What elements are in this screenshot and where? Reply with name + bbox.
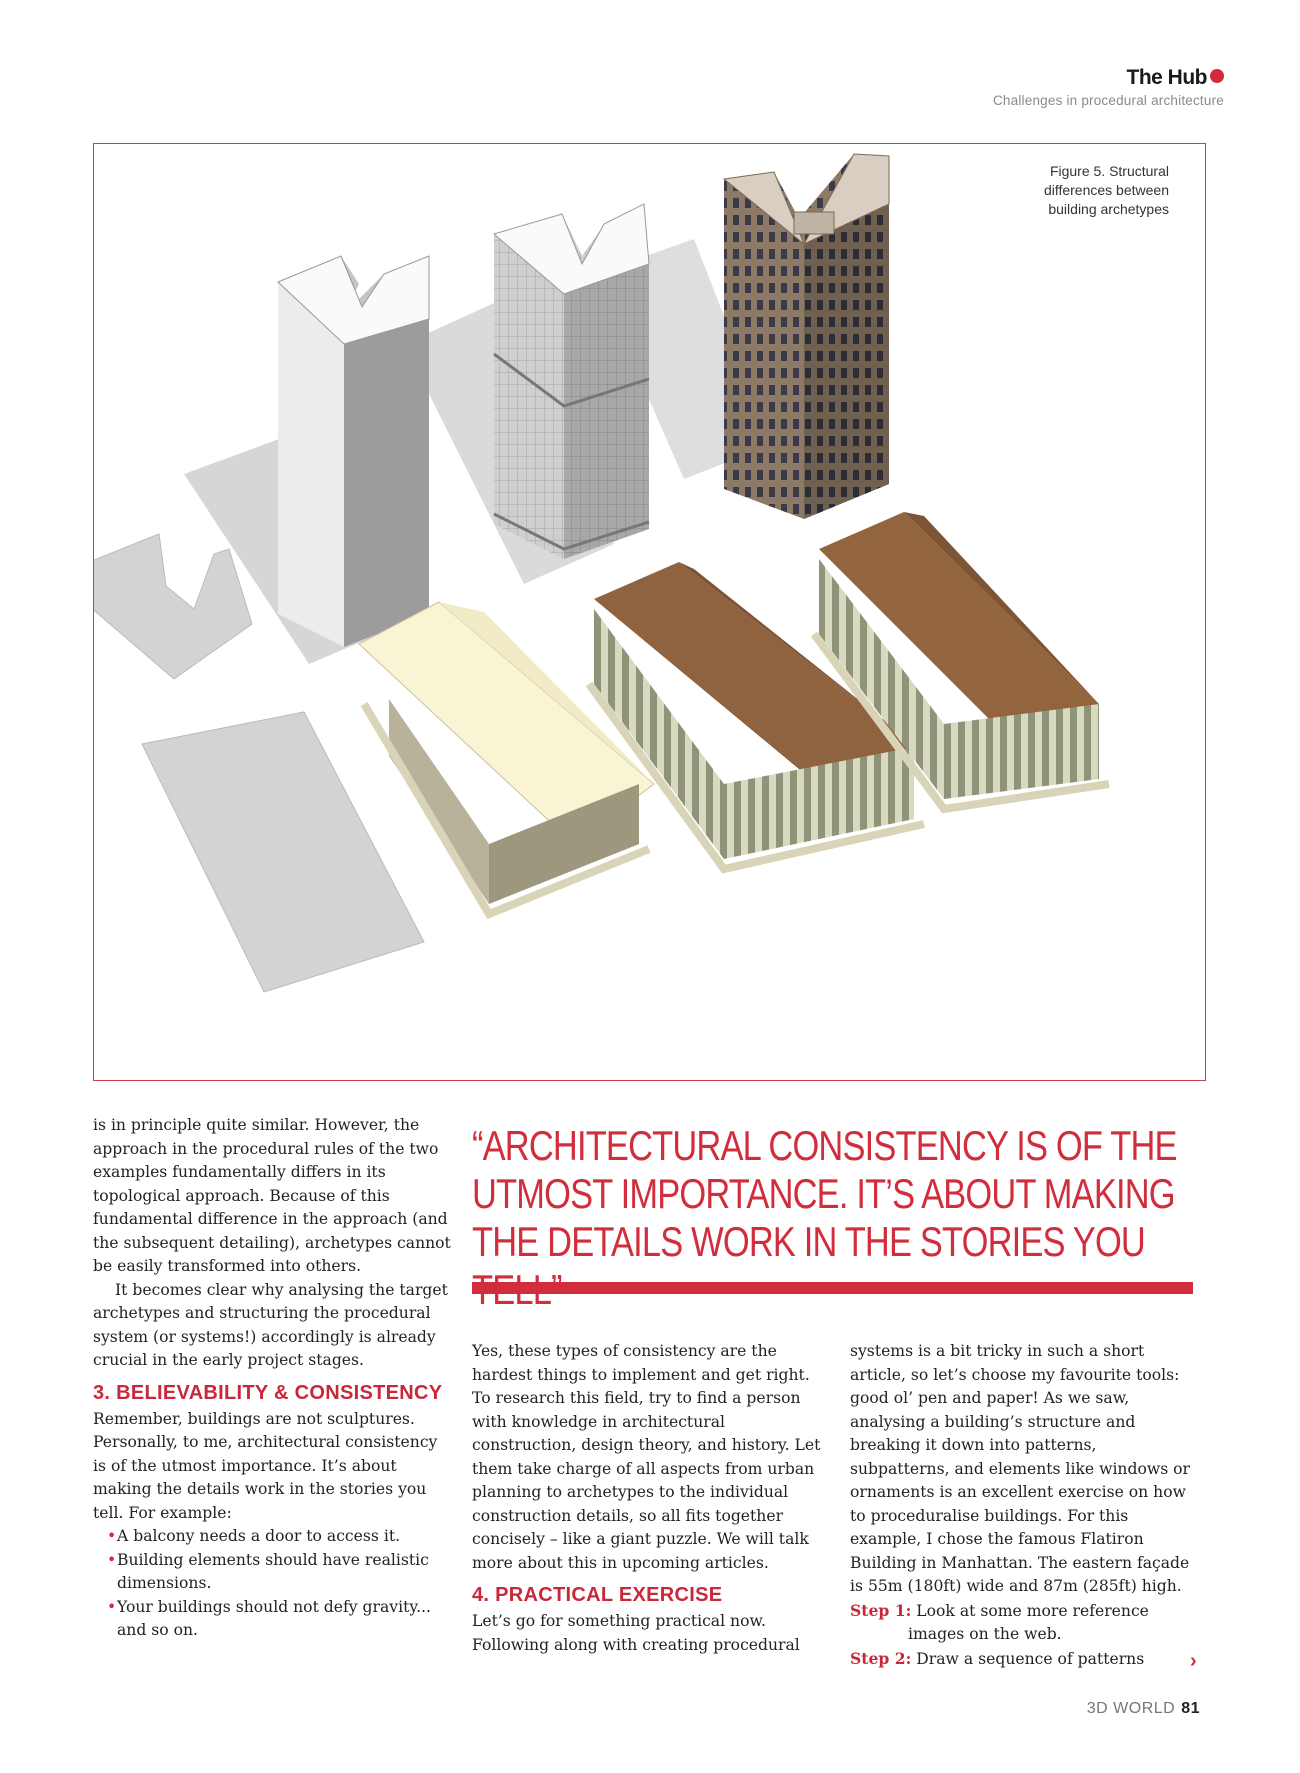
pull-quote: “ARCHITECTURAL CONSISTENCY IS OF THE UTMOST IMPORTANCE. IT’S ABOUT MAKING THE DETAILS WORK IN THE STORIES YOU: [472, 1122, 1177, 1265]
magazine-name: 3D WORLD: [1086, 1700, 1176, 1717]
heading-practical-exercise: 4. PRACTICAL EXERCISE: [472, 1584, 723, 1606]
column-1: [93, 1114, 453, 1643]
col2-paragraph-1: Yes, these types of consistency are the hardest things to implement and get right. To research this field, try to find a person with knowledge in architectural construction, design theory, and history. Let them take charge of all aspects from urban planning to archetypes to the individual construction details, so all fits together concisely – like a giant puzzle. We will talk more about this in upcoming articles.: [472, 1342, 821, 1572]
col1-paragraph-2: It becomes clear why analysing the target archetypes and structuring the procedural system (or systems!) accordingly is already crucial in the early project stages.: [93, 1280, 448, 1369]
continue-arrow-icon: ›: [1190, 1650, 1197, 1672]
list-item: • Your buildings should not defy gravity... and so on.: [117, 1596, 453, 1643]
col1-paragraph-3: Remember, buildings are not sculptures. Personally, to me, architectural consistency is of the utmost importance. It’s about making the details work in the stories you tell. For example:: [93, 1409, 438, 1522]
col2-paragraph-2: Let’s go for something practical now. Following along with creating procedural: [472, 1612, 800, 1654]
column-3: [850, 1340, 1200, 1671]
step-1: [850, 1599, 1200, 1647]
step-2-text: Draw a sequence of patterns: [916, 1649, 1145, 1668]
figure-building-archetypes: [93, 143, 1206, 1081]
heading-believability: 3. BELIEVABILITY & CONSISTENCY: [93, 1381, 443, 1404]
section-subtitle: Challenges in procedural architecture: [992, 93, 1224, 108]
pull-quote-rule: [472, 1282, 1193, 1294]
col3-paragraph-1: systems is a bit tricky in such a short article, so let’s choose my favourite tools: good ol’ pen and paper! As we saw, analysing a building’s structure and breaking it down into patterns, subpatterns, and elements like windows or ornaments is an excellent exercise on how to proceduralise buildings. For this example, I chose the famous Flatiron Building in Manhattan. The eastern façade is 55m (180ft) wide and 87m (285ft) high.: [850, 1342, 1190, 1595]
example-list: [93, 1525, 453, 1643]
step-1-text: Look at some more reference images on the web.: [908, 1601, 1149, 1643]
step-2: [850, 1647, 1200, 1672]
section-title: The Hub: [1127, 66, 1225, 90]
section-dot-icon: [1210, 69, 1224, 83]
figure-illustration: [94, 144, 1206, 1081]
column-2: [472, 1340, 824, 1657]
col1-paragraph-1: is in principle quite similar. However, the approach in the procedural rules of the two examples fundamentally differs in its topological approach. Because of this fundamental difference in the approach (and the subsequent detailing), archetypes cannot be easily transformed into others.: [93, 1116, 451, 1275]
page-footer: [1087, 1700, 1200, 1718]
step-2-label: Step 2:: [850, 1648, 912, 1668]
list-item: • Building elements should have realistic dimensions.: [117, 1549, 453, 1596]
step-1-label: Step 1:: [850, 1600, 912, 1620]
page-number: 81: [1181, 1700, 1200, 1717]
list-item: • A balcony needs a door to access it.: [117, 1525, 453, 1549]
figure-caption: Figure 5. Structural differences between building archetypes: [1043, 163, 1169, 217]
